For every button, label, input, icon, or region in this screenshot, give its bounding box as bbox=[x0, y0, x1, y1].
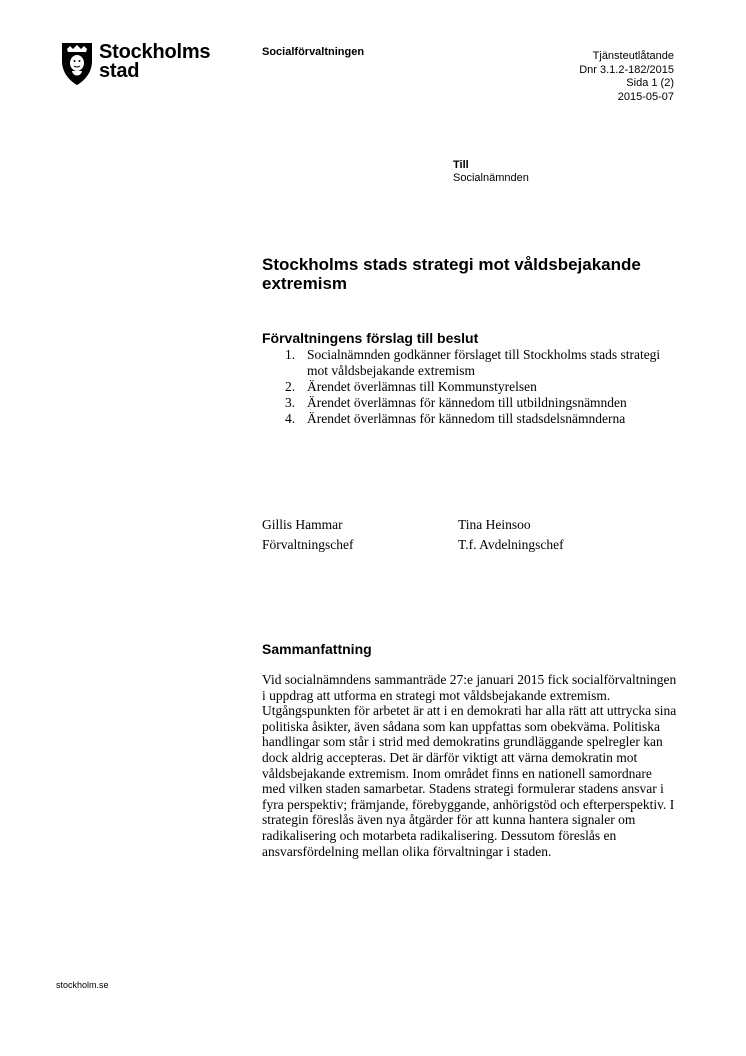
document-title: Stockholms stads strategi mot våldsbejakande extremism bbox=[262, 255, 641, 293]
signatory-name: Tina Heinsoo bbox=[458, 517, 531, 532]
list-item: 4. Ärendet överlämnas för kännedom till stadsdelsnämnderna bbox=[285, 411, 626, 426]
city-crest-icon bbox=[60, 41, 94, 87]
document-meta bbox=[579, 50, 674, 104]
list-item: 1. Socialnämnden godkänner förslaget till Stockholms stads strategi mot våldsbejakande extremism bbox=[285, 347, 661, 378]
signature-block bbox=[262, 515, 353, 555]
signature-block bbox=[458, 515, 564, 555]
signatory-name: Gillis Hammar bbox=[262, 517, 343, 532]
list-item: 2. Ärendet överlämnas till Kommunstyrelsen bbox=[285, 379, 537, 394]
recipient-block bbox=[453, 159, 529, 185]
recipient-label: Till bbox=[453, 159, 469, 171]
logo-wordmark bbox=[99, 43, 210, 81]
recipient-name: Socialnämnden bbox=[453, 172, 529, 184]
signatory-role: T.f. Avdelningschef bbox=[458, 537, 564, 552]
proposal-heading: Förvaltningens förslag till beslut bbox=[262, 330, 479, 346]
document-type: Tjänsteutlåtande bbox=[592, 50, 674, 62]
list-item: 3. Ärendet överlämnas för kännedom till utbildningsnämnden bbox=[285, 395, 627, 410]
summary-text: Vid socialnämndens sammanträde 27:e januari 2015 fick socialförvaltningen i uppdrag att utforma en strategi mot våldsbejakande extremism. Utgångspunkten för arbetet är att i en demokrati har alla rätt att uttrycka sina politiska åsikter, även sådana som kan uppfattas som obekväma. Politiska handlingar som står i strid med demokratins grundläggande spelregler kan dock aldrig accepteras. Det är därför viktigt att värna demokratin mot våldsbejakande extremism. Inom området finns en nationell samordnare med vilken staden samarbetar. Stadens strategi formulerar stadens ansvar i fyra perspektiv; främjande, förebyggande, anhörigstöd och efterperspektiv. I strategin föreslås även nya åtgärder för att kunna hantera signaler om radikalisering och motarbeta radikalisering. Dessutom föreslås en ansvarsfördelning mellan olika förvaltningar i staden. bbox=[262, 672, 677, 859]
summary-heading: Sammanfattning bbox=[262, 641, 372, 657]
stockholm-logo bbox=[60, 41, 210, 91]
signatory-role: Förvaltningschef bbox=[262, 537, 354, 552]
footer-website: stockholm.se bbox=[56, 980, 109, 990]
logo-line-2: stad bbox=[99, 60, 140, 82]
department-name: Socialförvaltningen bbox=[262, 46, 365, 58]
document-number: Dnr 3.1.2-182/2015 bbox=[579, 63, 674, 76]
page-indicator: Sida 1 (2) bbox=[626, 77, 674, 89]
document-date: 2015-05-07 bbox=[617, 90, 674, 103]
logo-line-1: Stockholms bbox=[99, 41, 211, 63]
proposal-list bbox=[262, 347, 682, 427]
